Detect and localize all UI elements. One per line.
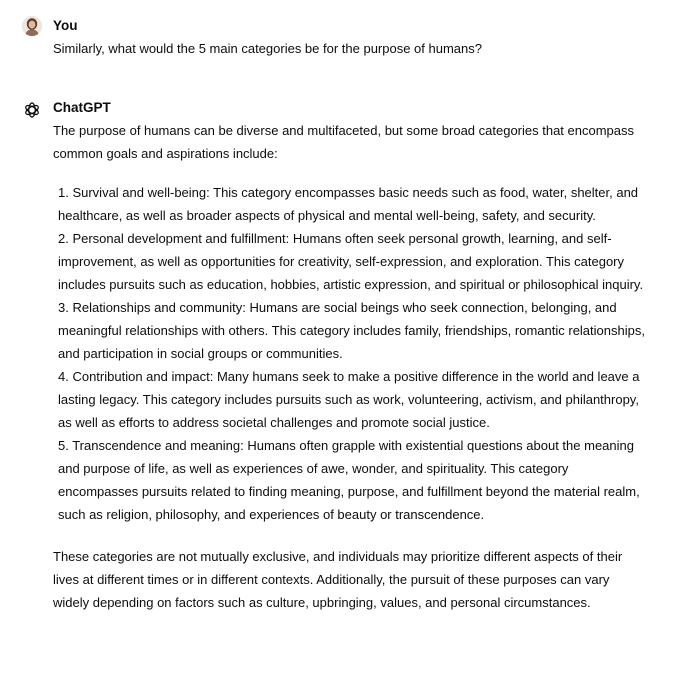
user-message-text: Similarly, what would the 5 main categories be for the purpose of humans? — [53, 41, 482, 56]
list-item: 4. Contribution and impact: Many humans seek to make a positive difference in the world and leave a lasting legacy. This category includes pursuits such as work, volunteering, activism, and philanthropy, as well as efforts to address societal challenges and promote social justice. — [58, 369, 640, 430]
list-item: 2. Personal development and fulfillment: Humans often seek personal growth, learning, and self-improvement, as well as opportunities for creativity, self-expression, and exploration. This category includes pursuits such as education, hobbies, artistic expression, and spiritual or philosophical inquiry. — [58, 231, 644, 292]
list-item: 3. Relationships and community: Humans are social beings who seek connection, belonging, and meaningful relationships with others. This category includes family, friendships, romantic relationships, and participation in social groups or communities. — [58, 300, 645, 361]
user-author-name: You — [53, 18, 78, 33]
list-item: 1. Survival and well-being: This category encompasses basic needs such as food, water, shelter, and healthcare, as well as broader aspects of physical and mental well-being, safety, and security. — [58, 185, 639, 223]
openai-logo-icon — [22, 100, 42, 120]
list-item: 5. Transcendence and meaning: Humans often grapple with existential questions about the meaning and purpose of life, as well as experiences of awe, wonder, and spirituality. This category encompasses pursuits related to finding meaning, purpose, and fulfillment beyond the material realm, such as religion, philosophy, and experiences of beauty or transcendence. — [58, 438, 640, 522]
assistant-closing: These categories are not mutually exclusive, and individuals may prioritize different aspects of their lives at different times or in different contexts. Additionally, the pursuit of these purposes can vary widely depending on factors such as culture, upbringing, values, and personal circumstances. — [53, 549, 623, 610]
assistant-author-name: ChatGPT — [53, 100, 111, 115]
category-list — [58, 181, 648, 526]
assistant-avatar — [22, 100, 42, 120]
assistant-intro: The purpose of humans can be diverse and multifaceted, but some broad categories that encompass common goals and aspirations include: — [53, 123, 635, 161]
user-avatar[interactable] — [22, 16, 42, 36]
user-avatar-icon — [22, 16, 42, 36]
